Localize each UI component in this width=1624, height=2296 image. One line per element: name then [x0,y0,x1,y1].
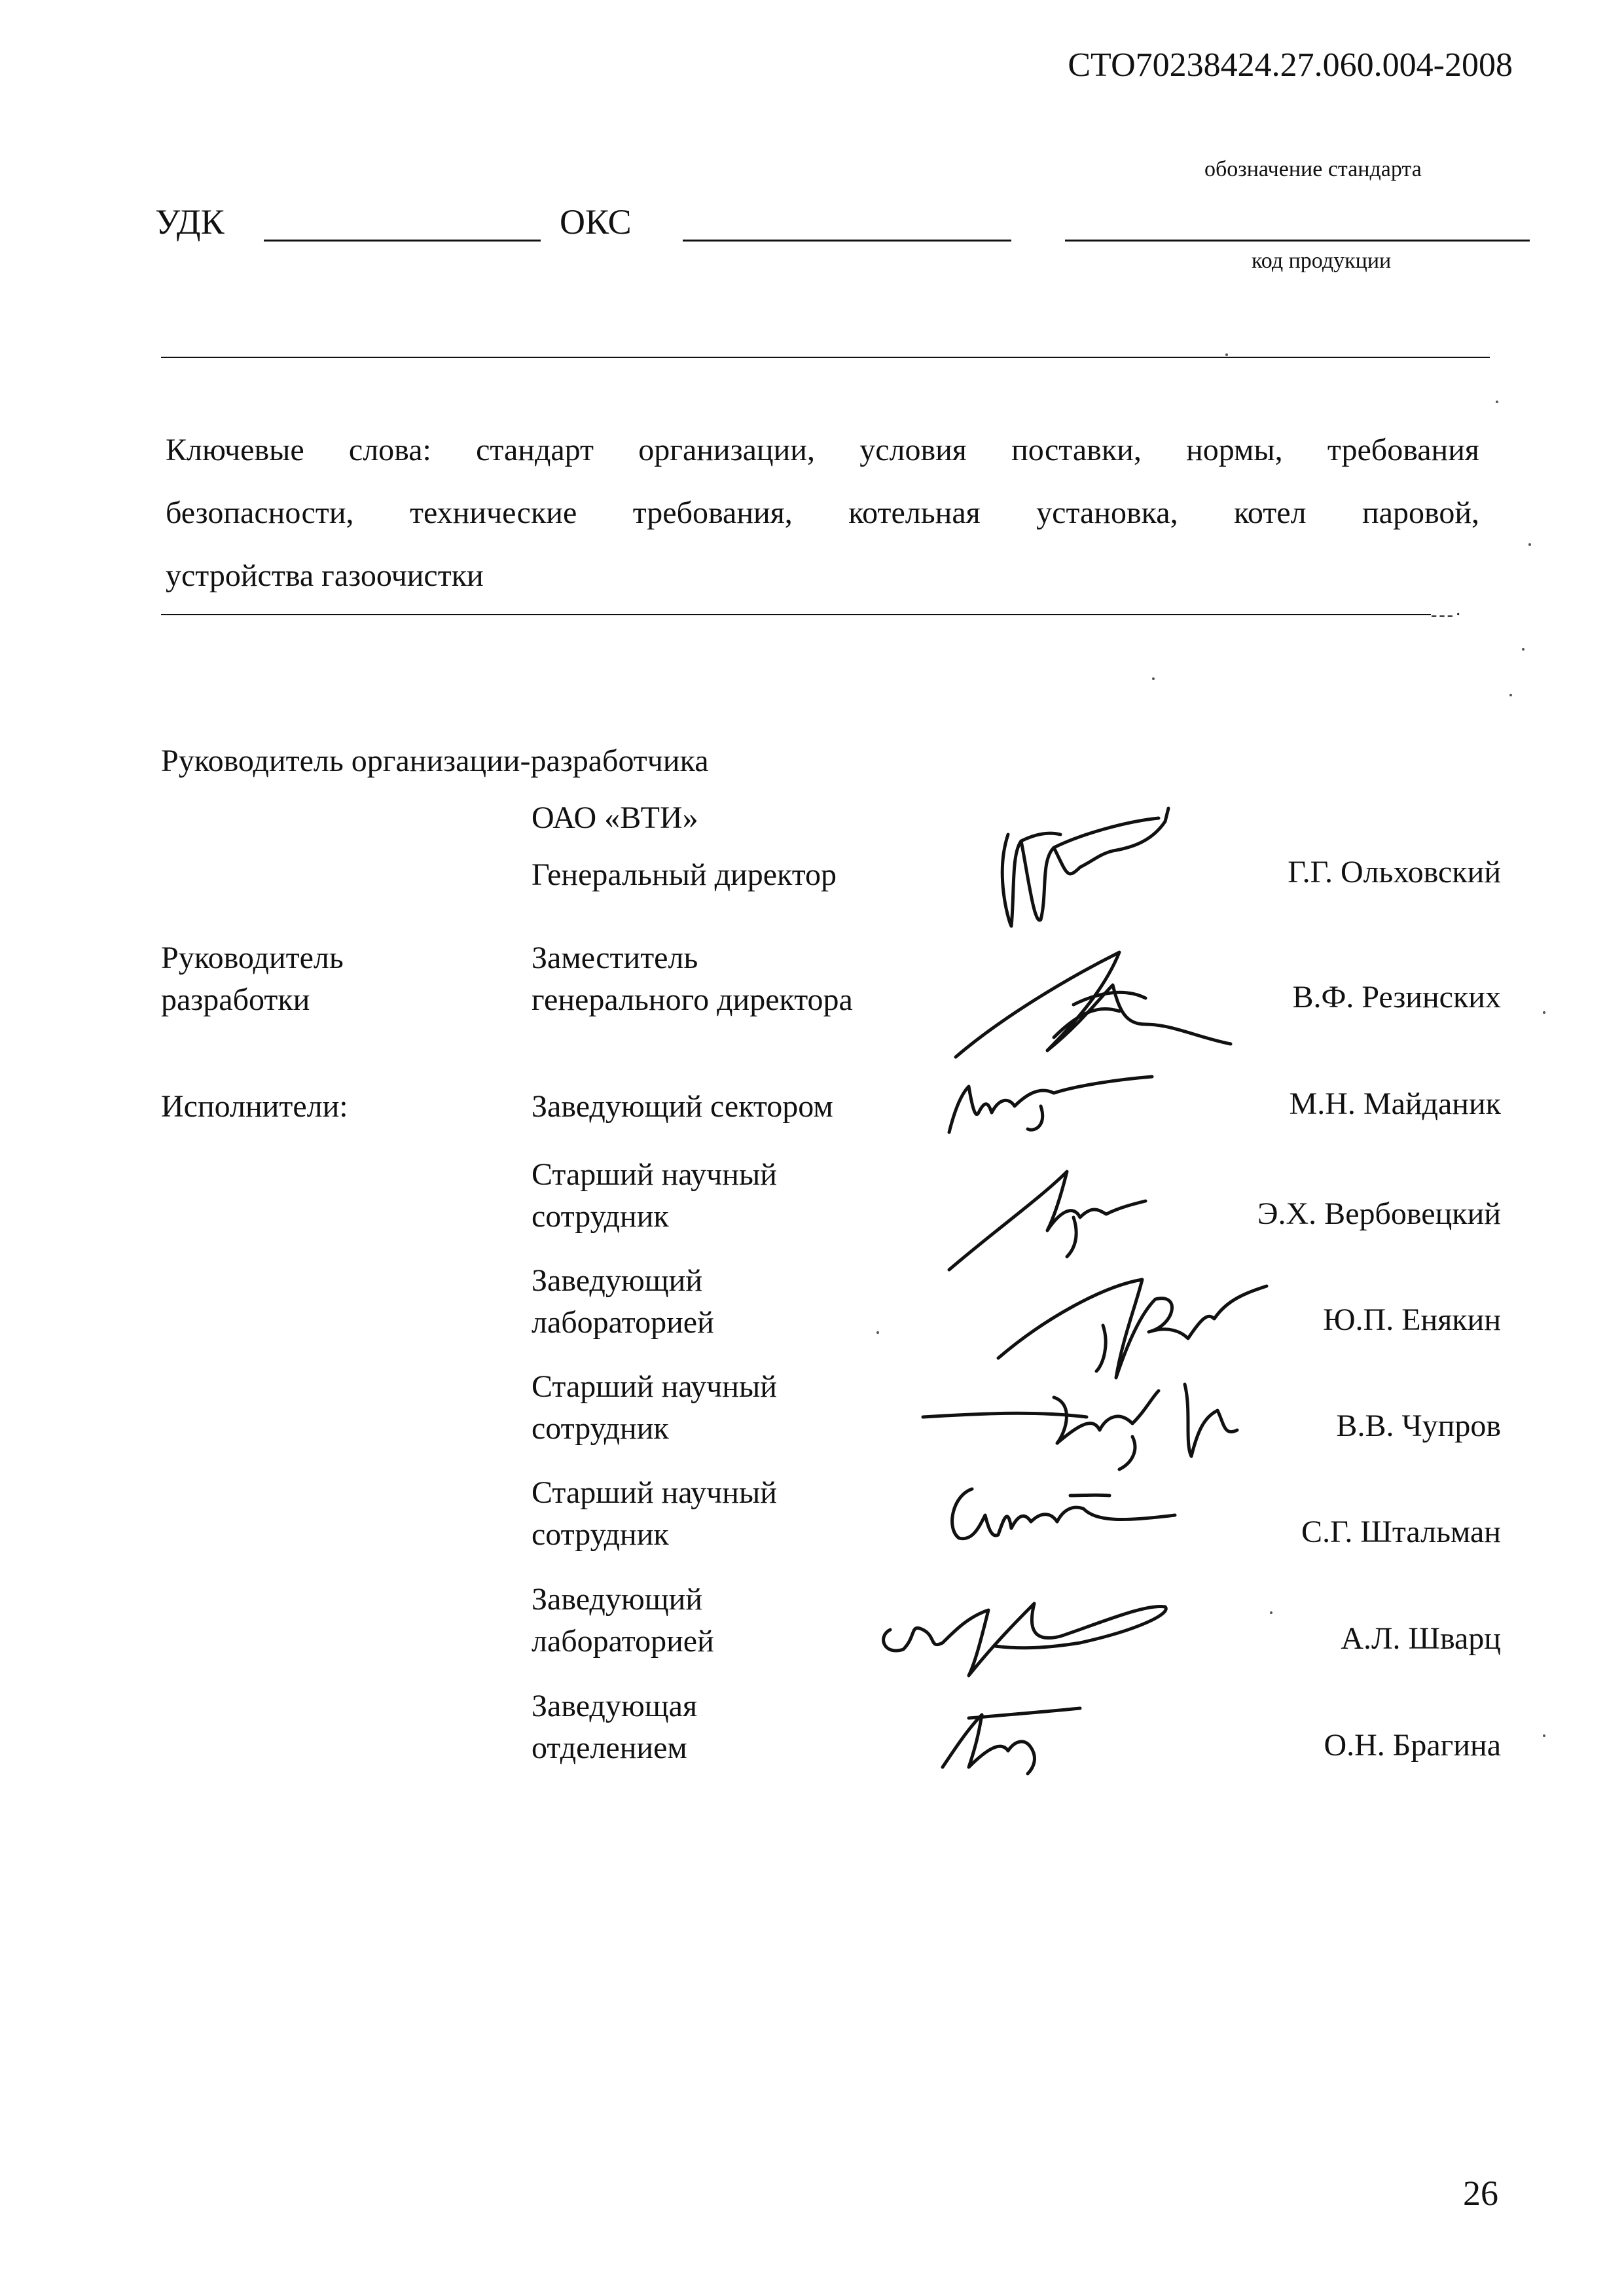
signatory-name: С.Г. Штальман [1301,1515,1501,1549]
scan-speck [1152,677,1155,680]
handwritten-signature [864,1577,1178,1682]
position-line-1: Заведующая [532,1689,698,1723]
product-code-field-line [1065,240,1530,242]
page-number: 26 [1463,2174,1498,2213]
handwritten-signature [916,1371,1257,1476]
standard-number: СТО70238424.27.060.004-2008 [1068,46,1513,84]
oks-label: ОКС [560,202,632,242]
handwritten-signature [943,1067,1165,1139]
scan-speck [1509,694,1512,696]
handwritten-signature [949,939,1237,1070]
keywords-line-3: устройства газоочистки [166,558,484,593]
position-line-2: генерального директора [532,982,853,1017]
oks-field-line [683,240,1011,242]
handwritten-signature [933,1476,1182,1554]
scan-speck [1225,353,1228,356]
position-senior-researcher [532,1154,777,1238]
position-lab-head [532,1260,714,1344]
scan-speck [1528,543,1531,546]
keywords-line-2: безопасности, технические требования, котельная установка, котел паровой, [166,495,1479,530]
role-line-1: Руководитель [161,941,344,975]
position-line-1: Старший научный [532,1157,777,1192]
udk-label: УДК [155,202,225,242]
signatory-name: Э.Х. Вербовецкий [1257,1196,1501,1231]
signatory-name: В.В. Чупров [1336,1408,1501,1443]
keywords-underline [161,614,1431,615]
scan-speck [1496,401,1498,403]
scan-speck [876,1331,879,1334]
scan-speck [1270,1611,1272,1614]
product-code-caption: код продукции [1252,249,1392,273]
position-senior-researcher [532,1472,777,1556]
signatory-name: Г.Г. Ольховский [1288,855,1501,889]
position-line-2: отделением [532,1731,687,1765]
signatory-name: М.Н. Майданик [1289,1086,1501,1121]
position-line-2: сотрудник [532,1517,669,1552]
handwritten-signature [982,795,1178,952]
position-line-1: Старший научный [532,1369,777,1404]
role-head-of-development [161,937,344,1021]
standard-caption: обозначение стандарта [1204,157,1422,181]
header-separator-line [161,357,1490,358]
position-line-2: лабораторией [532,1305,714,1340]
position-deputy-director [532,937,853,1021]
udk-field-line [264,240,541,242]
position-senior-researcher [532,1366,777,1450]
position-line-2: лабораторией [532,1624,714,1659]
keywords-block [166,419,1479,607]
position-line-1: Старший научный [532,1475,777,1510]
position-general-director: Генеральный директор [532,857,837,892]
position-line-1: Заведующий [532,1582,703,1617]
signatory-name: О.Н. Брагина [1324,1728,1501,1763]
position-line-2: сотрудник [532,1199,669,1234]
scan-speck [1543,1011,1545,1014]
org-name: ОАО «ВТИ» [532,800,698,835]
keywords-underline-dashes: ---· [1431,605,1464,625]
keywords-line-1: Ключевые слова: стандарт организации, условия поставки, нормы, требования [166,433,1479,467]
role-line-2: разработки [161,982,310,1017]
position-department-head [532,1685,697,1769]
position-line-2: сотрудник [532,1411,669,1446]
handwritten-signature [929,1695,1087,1780]
handwritten-signature [943,1158,1159,1276]
role-executors: Исполнители: [161,1089,348,1124]
signatory-name: Ю.П. Енякин [1323,1302,1501,1337]
signatory-name: А.Л. Шварц [1341,1621,1501,1656]
signatory-name: В.Ф. Резинских [1292,980,1501,1014]
position-lab-head [532,1579,714,1662]
scan-speck [1522,648,1525,651]
position-line-1: Заведующий [532,1263,703,1298]
position-sector-head: Заведующий сектором [532,1089,833,1124]
position-line-1: Заместитель [532,941,698,975]
org-head-label: Руководитель организации-разработчика [161,744,709,778]
scan-speck [1543,1734,1545,1737]
